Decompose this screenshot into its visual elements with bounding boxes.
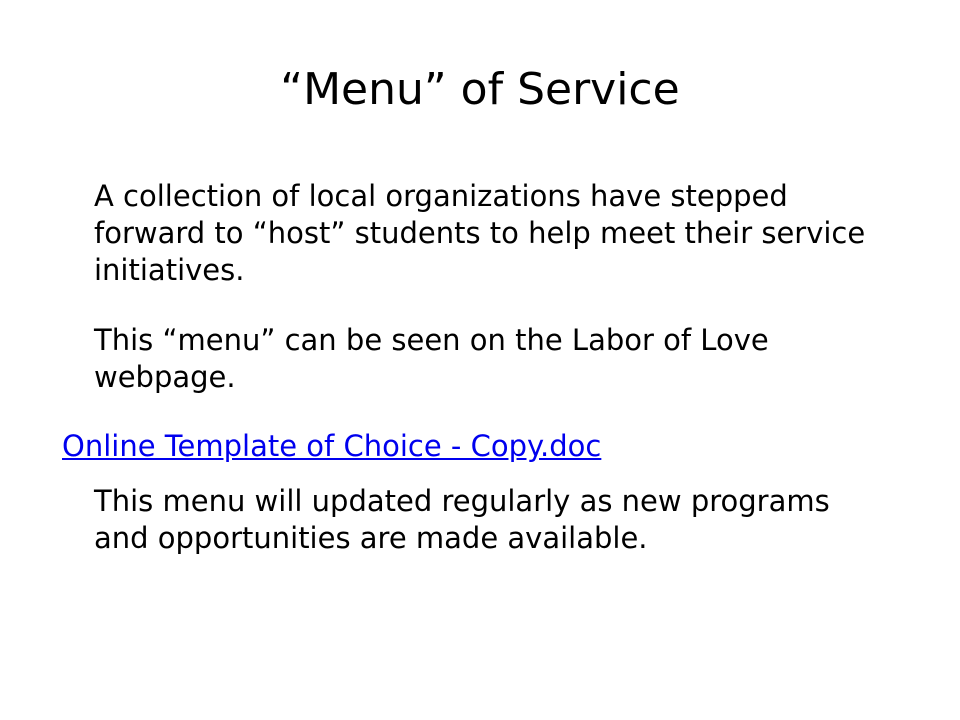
intro-paragraph: A collection of local organizations have stepped forward to “host” students to help meet their service initiatives. <box>94 179 866 287</box>
update-note-paragraph: This menu will updated regularly as new programs and opportunities are made available. <box>94 484 830 555</box>
menu-location-paragraph: This “menu” can be seen on the Labor of Love webpage. <box>94 323 769 394</box>
slide-title: “Menu” of Service <box>280 64 680 115</box>
template-document-link[interactable]: Online Template of Choice - Copy.doc <box>62 429 602 463</box>
